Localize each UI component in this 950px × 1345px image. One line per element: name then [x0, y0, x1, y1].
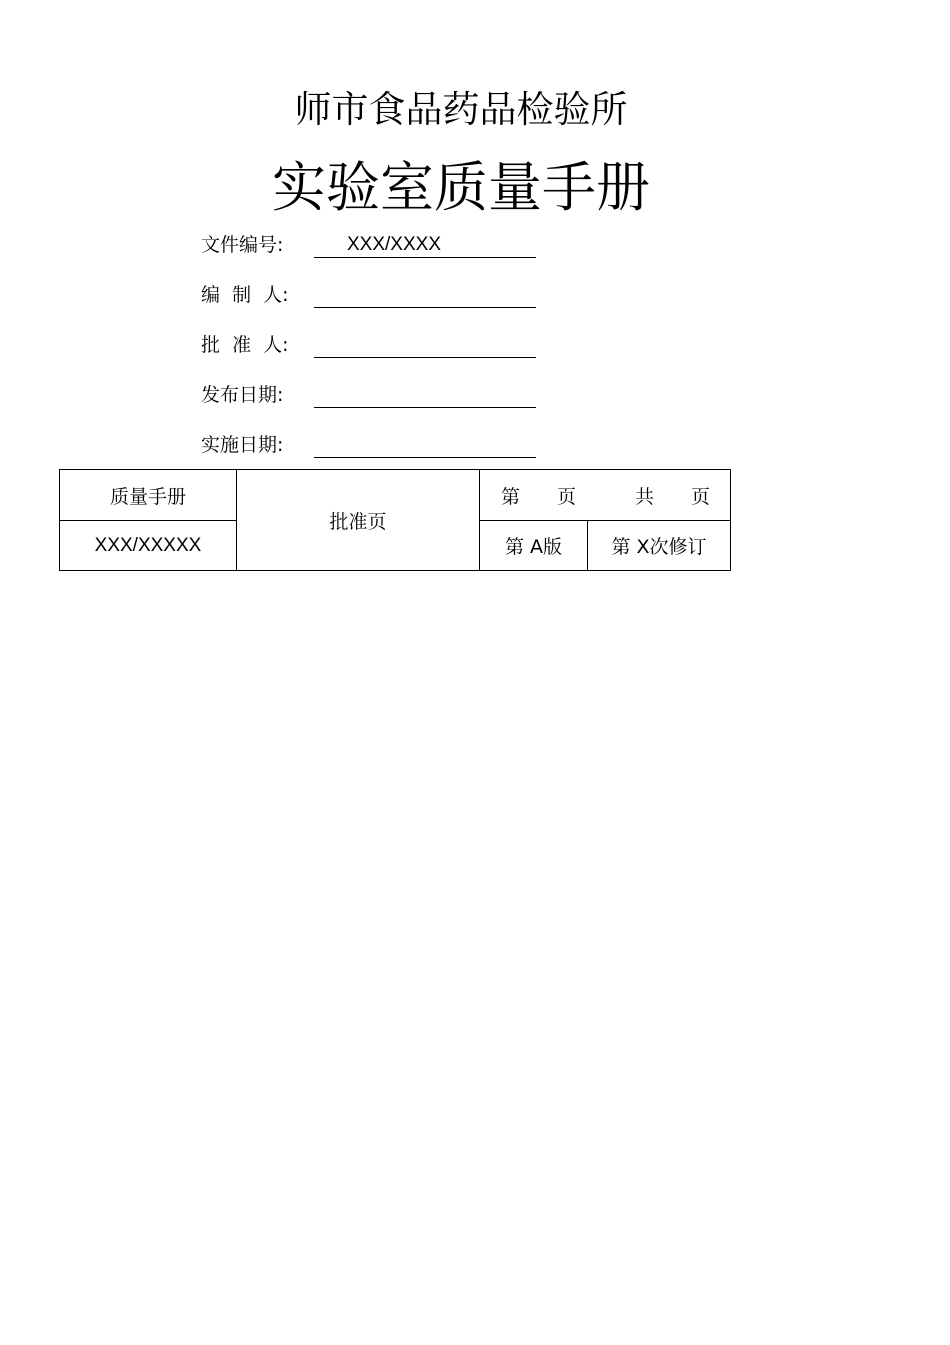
release-date-line[interactable]	[314, 381, 536, 408]
document-number-line[interactable]	[314, 231, 536, 258]
manual-code-cell: XXX/XXXXX	[60, 521, 237, 571]
document-number-label: 文件编号:	[201, 234, 284, 256]
page-name-cell: 批准页	[237, 470, 480, 571]
compiler-label: 编 制 人:	[201, 284, 289, 306]
release-date-label: 发布日期:	[201, 384, 284, 406]
release-date-field	[201, 381, 541, 411]
document-number-value: XXX/XXXX	[347, 234, 441, 255]
page-count-cell	[480, 470, 731, 521]
document-number-field	[201, 231, 541, 261]
compiler-line[interactable]	[314, 281, 536, 308]
total-prefix: 共	[635, 486, 655, 508]
compiler-field	[201, 281, 541, 311]
effective-date-label: 实施日期:	[201, 434, 284, 456]
approver-field	[201, 331, 541, 361]
document-title: 实验室质量手册	[272, 156, 650, 219]
effective-date-field	[201, 431, 541, 461]
approver-line[interactable]	[314, 331, 536, 358]
effective-date-line[interactable]	[314, 431, 536, 458]
organization-name: 师市食品药品检验所	[294, 88, 628, 131]
manual-name-cell: 质量手册	[60, 470, 237, 521]
edition-cell: 第 A版	[480, 521, 588, 571]
page-prefix: 第	[501, 486, 521, 508]
page-unit: 页	[557, 486, 577, 508]
revision-cell: 第 X次修订	[588, 521, 731, 571]
document-header-table	[59, 469, 731, 571]
approver-label: 批 准 人:	[201, 334, 289, 356]
total-unit: 页	[691, 486, 711, 508]
